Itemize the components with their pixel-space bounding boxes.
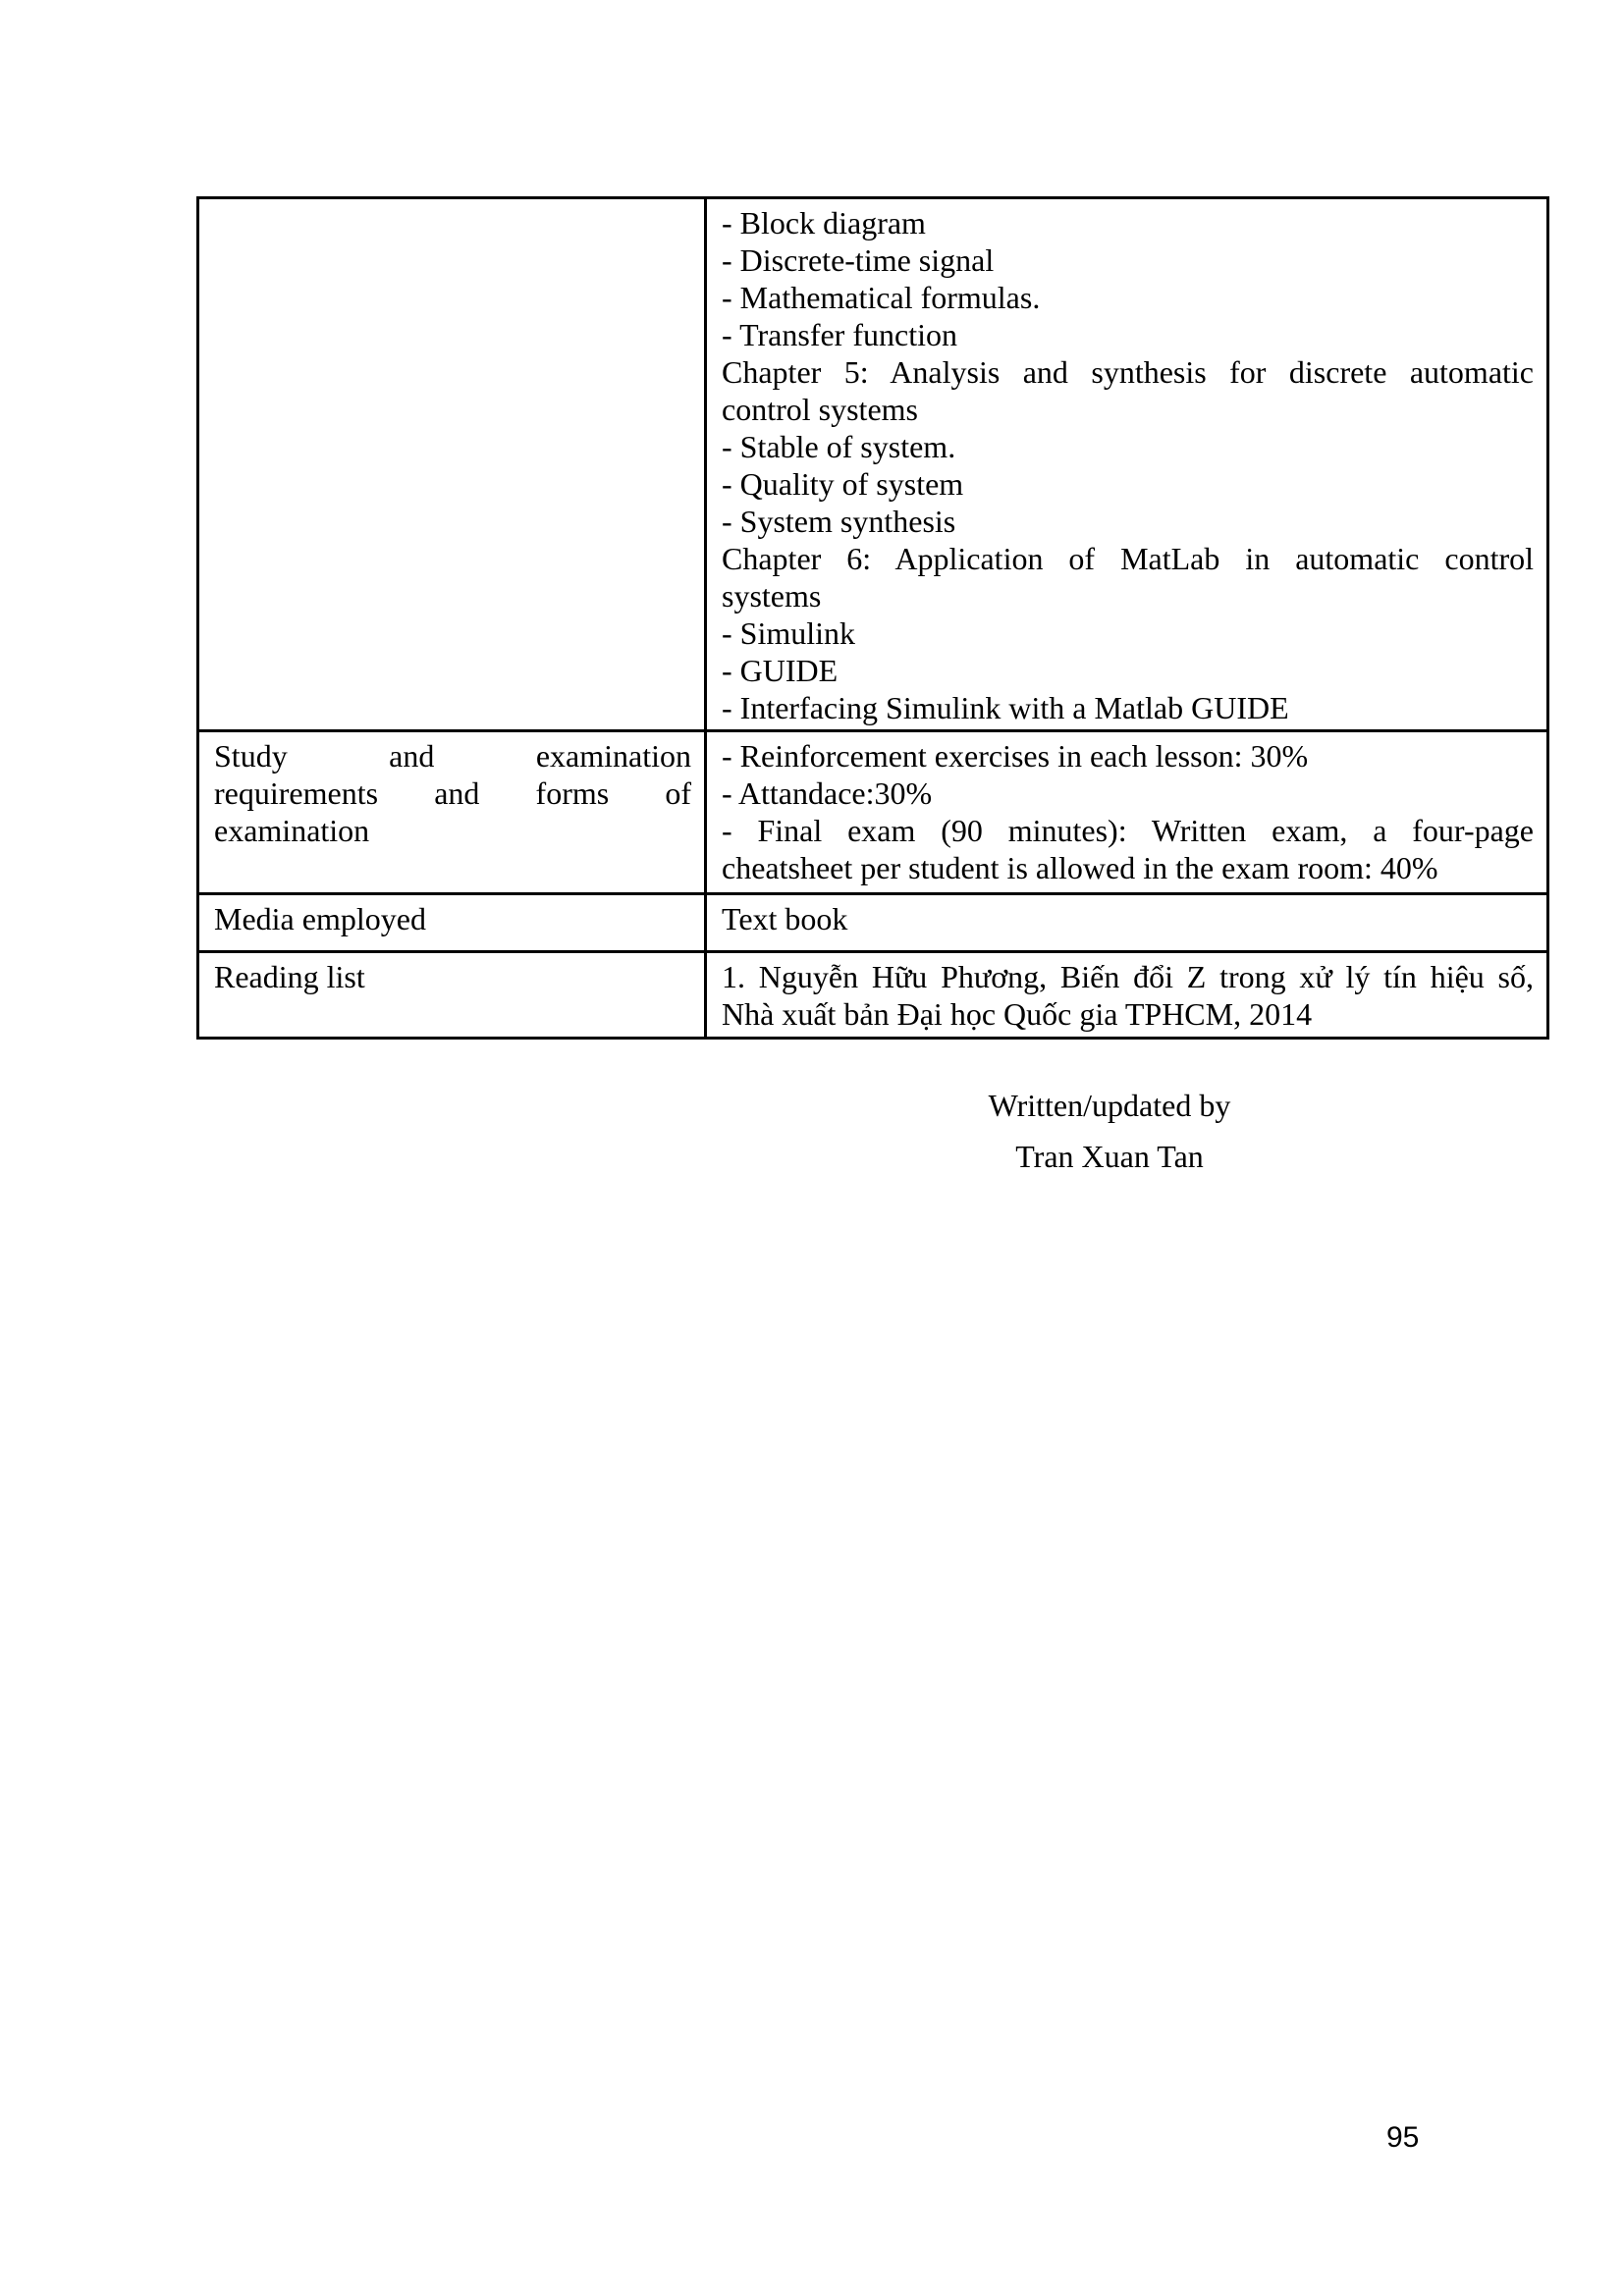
row-label-line: Media employed [214,901,426,936]
row-label-line: examination [214,813,370,848]
page-number: 95 [1386,2121,1420,2154]
content-line: - Simulink [722,615,856,651]
row-label-cell-study-examination [198,731,706,894]
row-content-cell-media-employed [706,894,1548,952]
content-line: cheatsheet per student is allowed in the exam room: 40% [722,850,1438,885]
row-label-cell-reading-list [198,952,706,1039]
table-row-chapters [198,198,1548,731]
table-row-study-examination [198,731,1548,894]
content-line: - System synthesis [722,504,956,539]
content-line: - Reinforcement exercises in each lesson: 30% [722,738,1309,774]
content-line: - Attandace:30% [722,775,933,811]
row-label-line: Study and examination [214,738,691,774]
row-label-cell-empty [198,198,706,731]
content-line: control systems [722,392,918,427]
content-line: - GUIDE [722,653,839,688]
syllabus-table [196,196,1549,1040]
content-line: Chapter 5: Analysis and synthesis for discrete automatic [722,354,1534,390]
content-line: systems [722,578,822,614]
content-line: Chapter 6: Application of MatLab in automatic control [722,541,1534,576]
content-line: - Discrete-time signal [722,242,995,278]
table-row-reading-list [198,952,1548,1039]
written-updated-label: Written/updated by [988,1088,1231,1123]
table-row-media-employed [198,894,1548,952]
content-line: - Interfacing Simulink with a Matlab GUIDE [722,690,1289,725]
content-line: 1. Nguyễn Hữu Phương, Biến đổi Z trong xử lý tín hiệu số, [722,959,1534,994]
row-label-line: requirements and forms of [214,775,691,811]
content-line: - Block diagram [722,205,926,240]
author-name: Tran Xuan Tan [1015,1139,1204,1174]
content-line: - Transfer function [722,317,957,352]
content-line: Nhà xuất bản Đại học Quốc gia TPHCM, 2014 [722,996,1313,1032]
row-content-cell-chapters [706,198,1548,731]
row-label-line: Reading list [214,959,365,994]
content-line: - Mathematical formulas. [722,280,1041,315]
signature-block [884,1080,1335,1182]
content-line: - Final exam (90 minutes): Written exam, a four-page [722,813,1534,848]
content-line: - Stable of system. [722,429,956,464]
content-line: Text book [722,901,848,936]
content-line: - Quality of system [722,466,964,502]
row-content-cell-reading-list [706,952,1548,1039]
row-content-cell-study-examination [706,731,1548,894]
row-label-cell-media-employed [198,894,706,952]
